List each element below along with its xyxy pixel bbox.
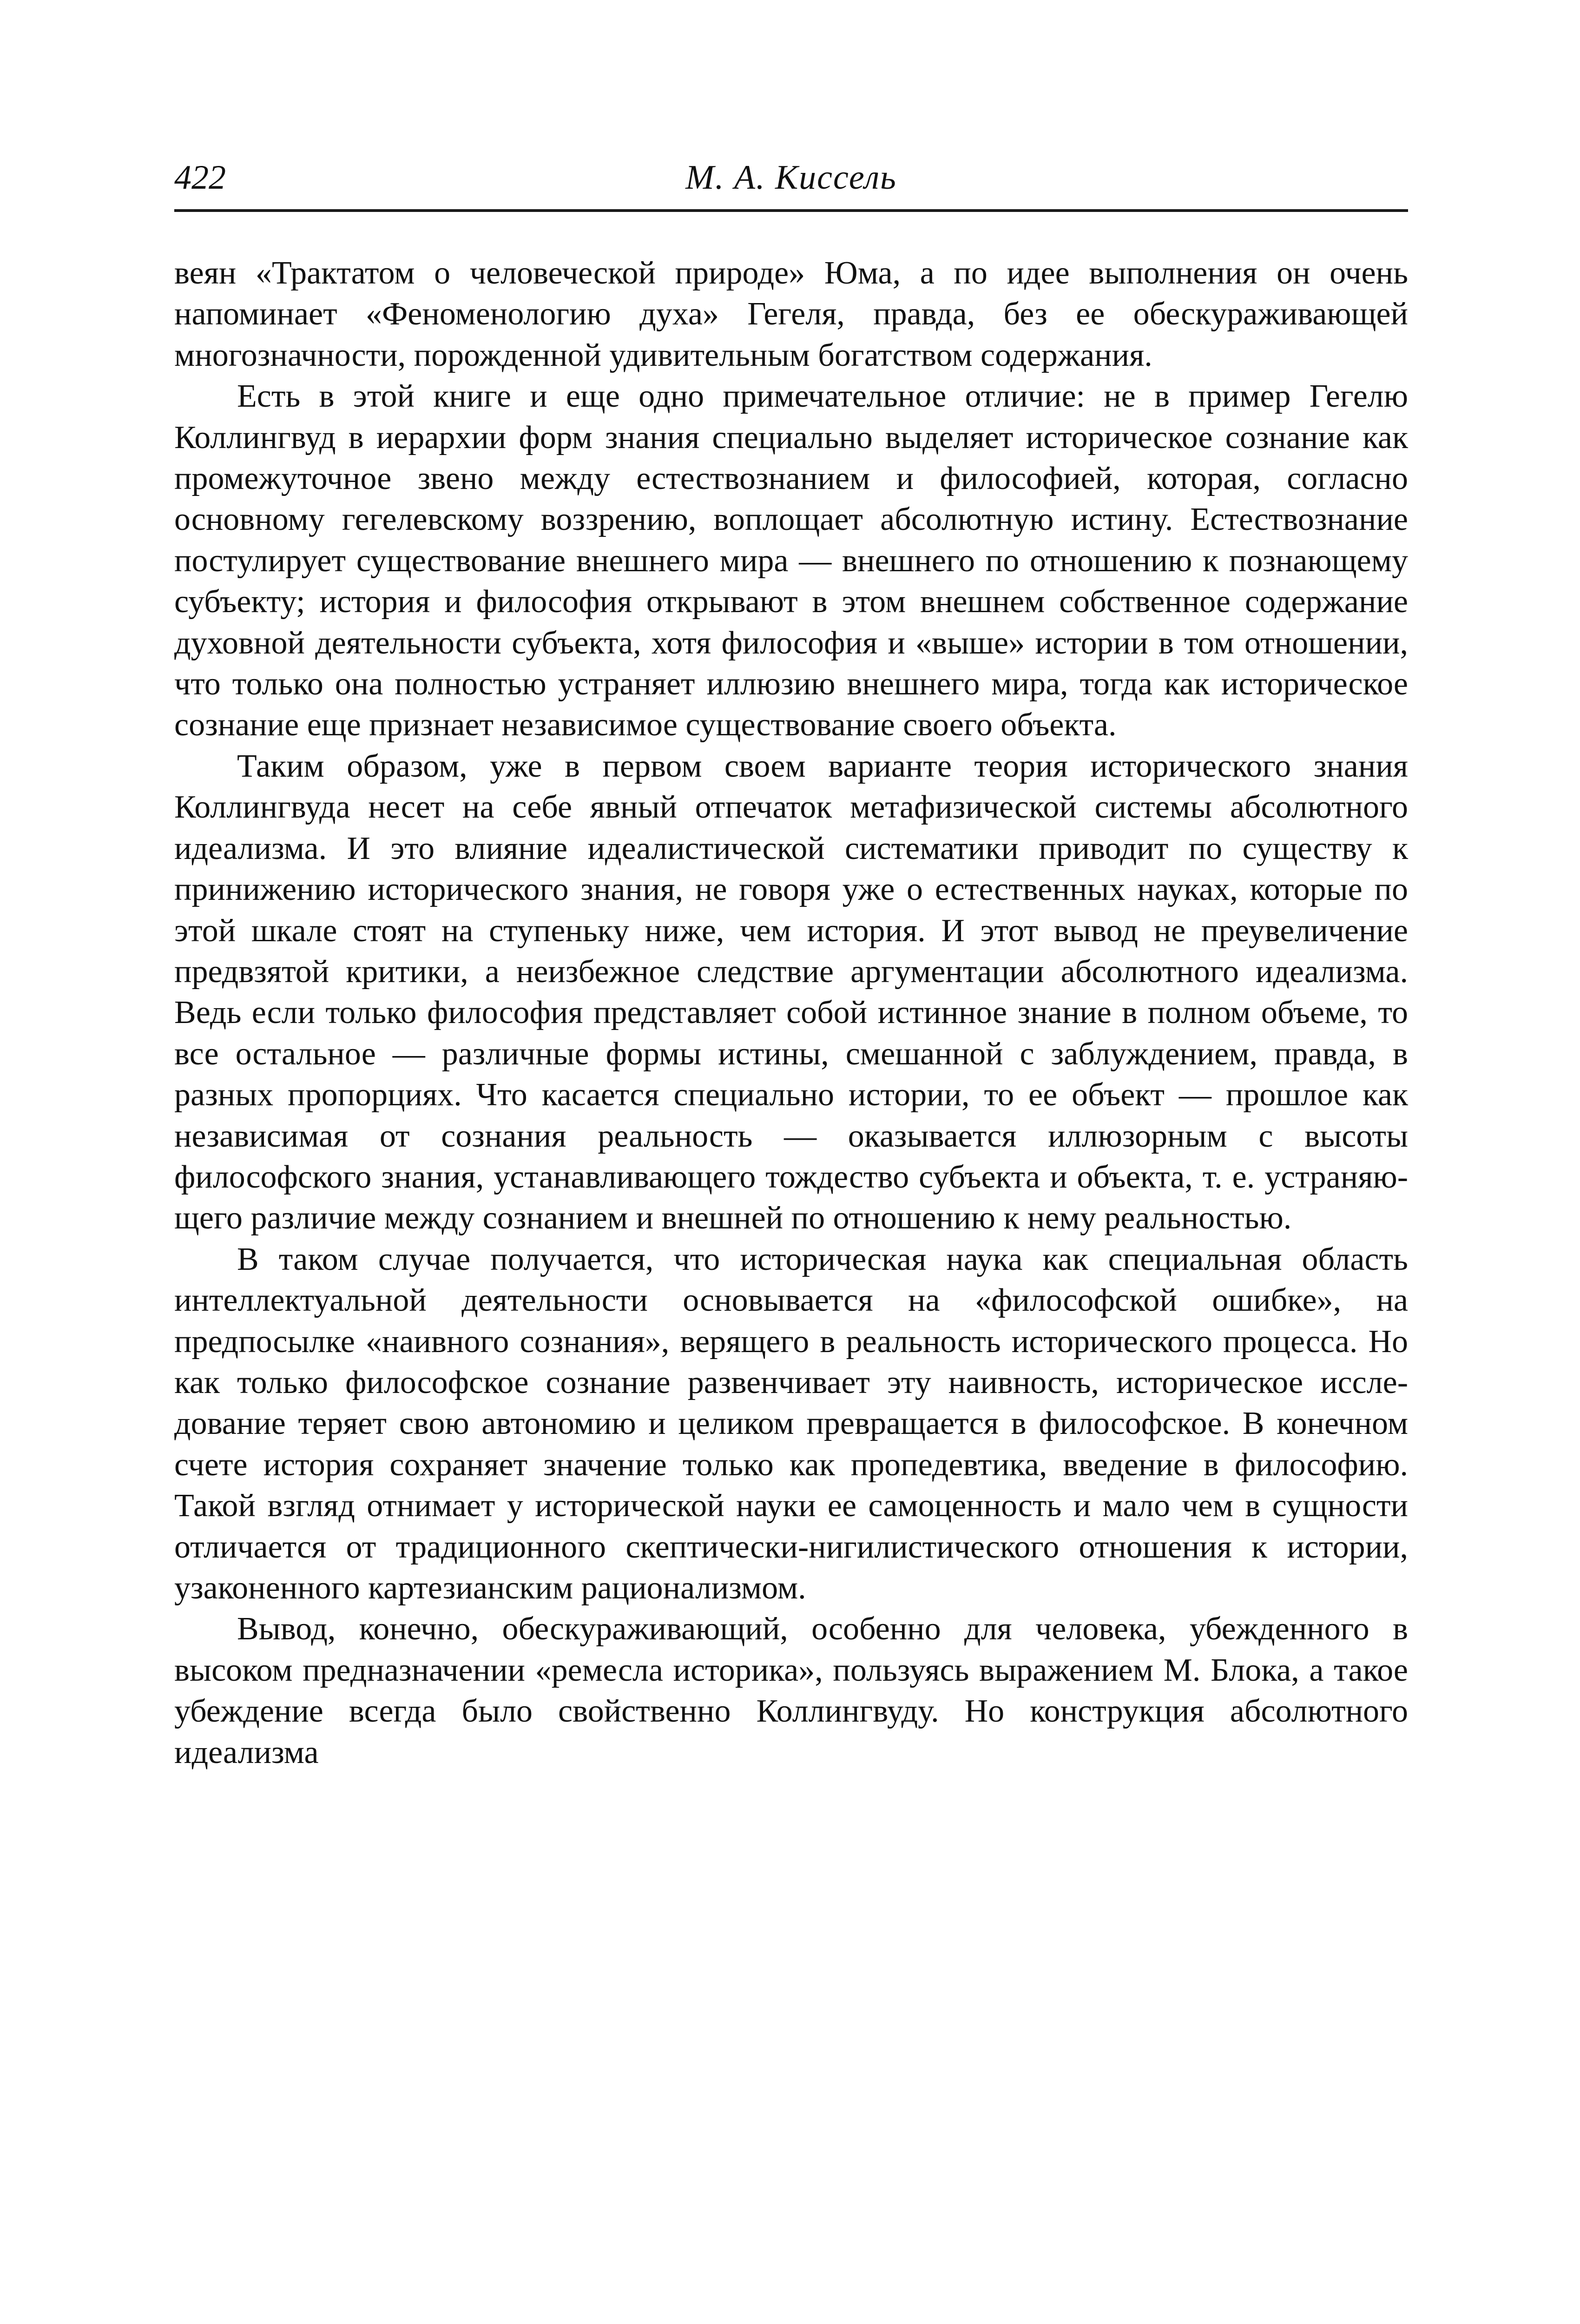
paragraph: Таким образом, уже в первом своем варианте теория исторического знания Коллингвуда несет на себе явный отпечаток метафизической системы абсолютного идеализма. И это влияние идеалистической систематики приводит по существу к принижению исторического знания, не говоря уже о естественных науках, которые по этой шкале стоят на ступеньку ниже, чем история. И этот вывод не преувеличение предвзятой критики, а неизбежное следствие аргументации абсолютного идеализма. Ведь если только философия представляет собой истинное знание в полном объеме, то все остальное — различные формы истины, смешанной с заблуждением, правда, в разных пропорциях. Что касается специально истории, то ее объект — прошлое как независимая от сознания реальность — оказывается иллюзорным с высоты философского знания, устанавливающего тождество субъекта и объекта, т. е. устраняющего различие между сознанием и внешней по отношению к нему реальностью. <box>174 748 1408 1236</box>
book-page <box>174 139 1408 1773</box>
header-author: М. А. Киссель <box>685 158 897 197</box>
paragraph: Вывод, конечно, обескураживающий, особенно для человека, убежденного в высоком предназначении «ремесла историка», пользуясь выражением М. Блока, а такое убеждение всегда было свойственно Коллингвуду. Но конструкция абсолютного идеализма <box>174 1611 1408 1770</box>
page-number: 422 <box>174 158 226 197</box>
running-header <box>174 139 1408 212</box>
body-text <box>174 253 1408 1773</box>
paragraph: В таком случае получается, что историческая наука как специальная область интеллектуальной деятельности основывается на «философской ошибке», на предпосылке «наивного сознания», верящего в реальность исторического процесса. Но как только философское сознание развенчивает эту наивность, историческое исследование теряет свою автономию и целиком превращается в философское. В конечном счете история сохраняет значение только как пропедевтика, введение в философию. Такой взгляд отнимает у исторической науки ее самоценность и мало чем в сущности отличается от традиционного скептически-нигилистического отношения к истории, узаконенного картезианским рационализмом. <box>174 1241 1408 1606</box>
paragraph: Есть в этой книге и еще одно примечательное отличие: не в пример Гегелю Коллингвуд в иерархии форм знания специально выделяет историческое сознание как промежуточное звено между естествознанием и философией, которая, согласно основному гегелевскому воззрению, воплощает абсолютную истину. Естествознание постулирует существование внешнего мира — внешнего по отношению к познающему субъекту; история и философия открывают в этом внешнем собственное содержание духовной деятельности субъекта, хотя философия и «выше» истории в том отношении, что только она полностью устраняет иллюзию внешнего мира, тогда как историческое сознание еще признает независимое существование своего объекта. <box>174 378 1408 743</box>
paragraph-continued: веян «Трактатом о человеческой природе» Юма, а по идее выполнения он очень напоминает «Феноменологию духа» Гегеля, правда, без ее обескураживающей многозначности, порожденной удивительным богатством содержания. <box>174 255 1408 373</box>
